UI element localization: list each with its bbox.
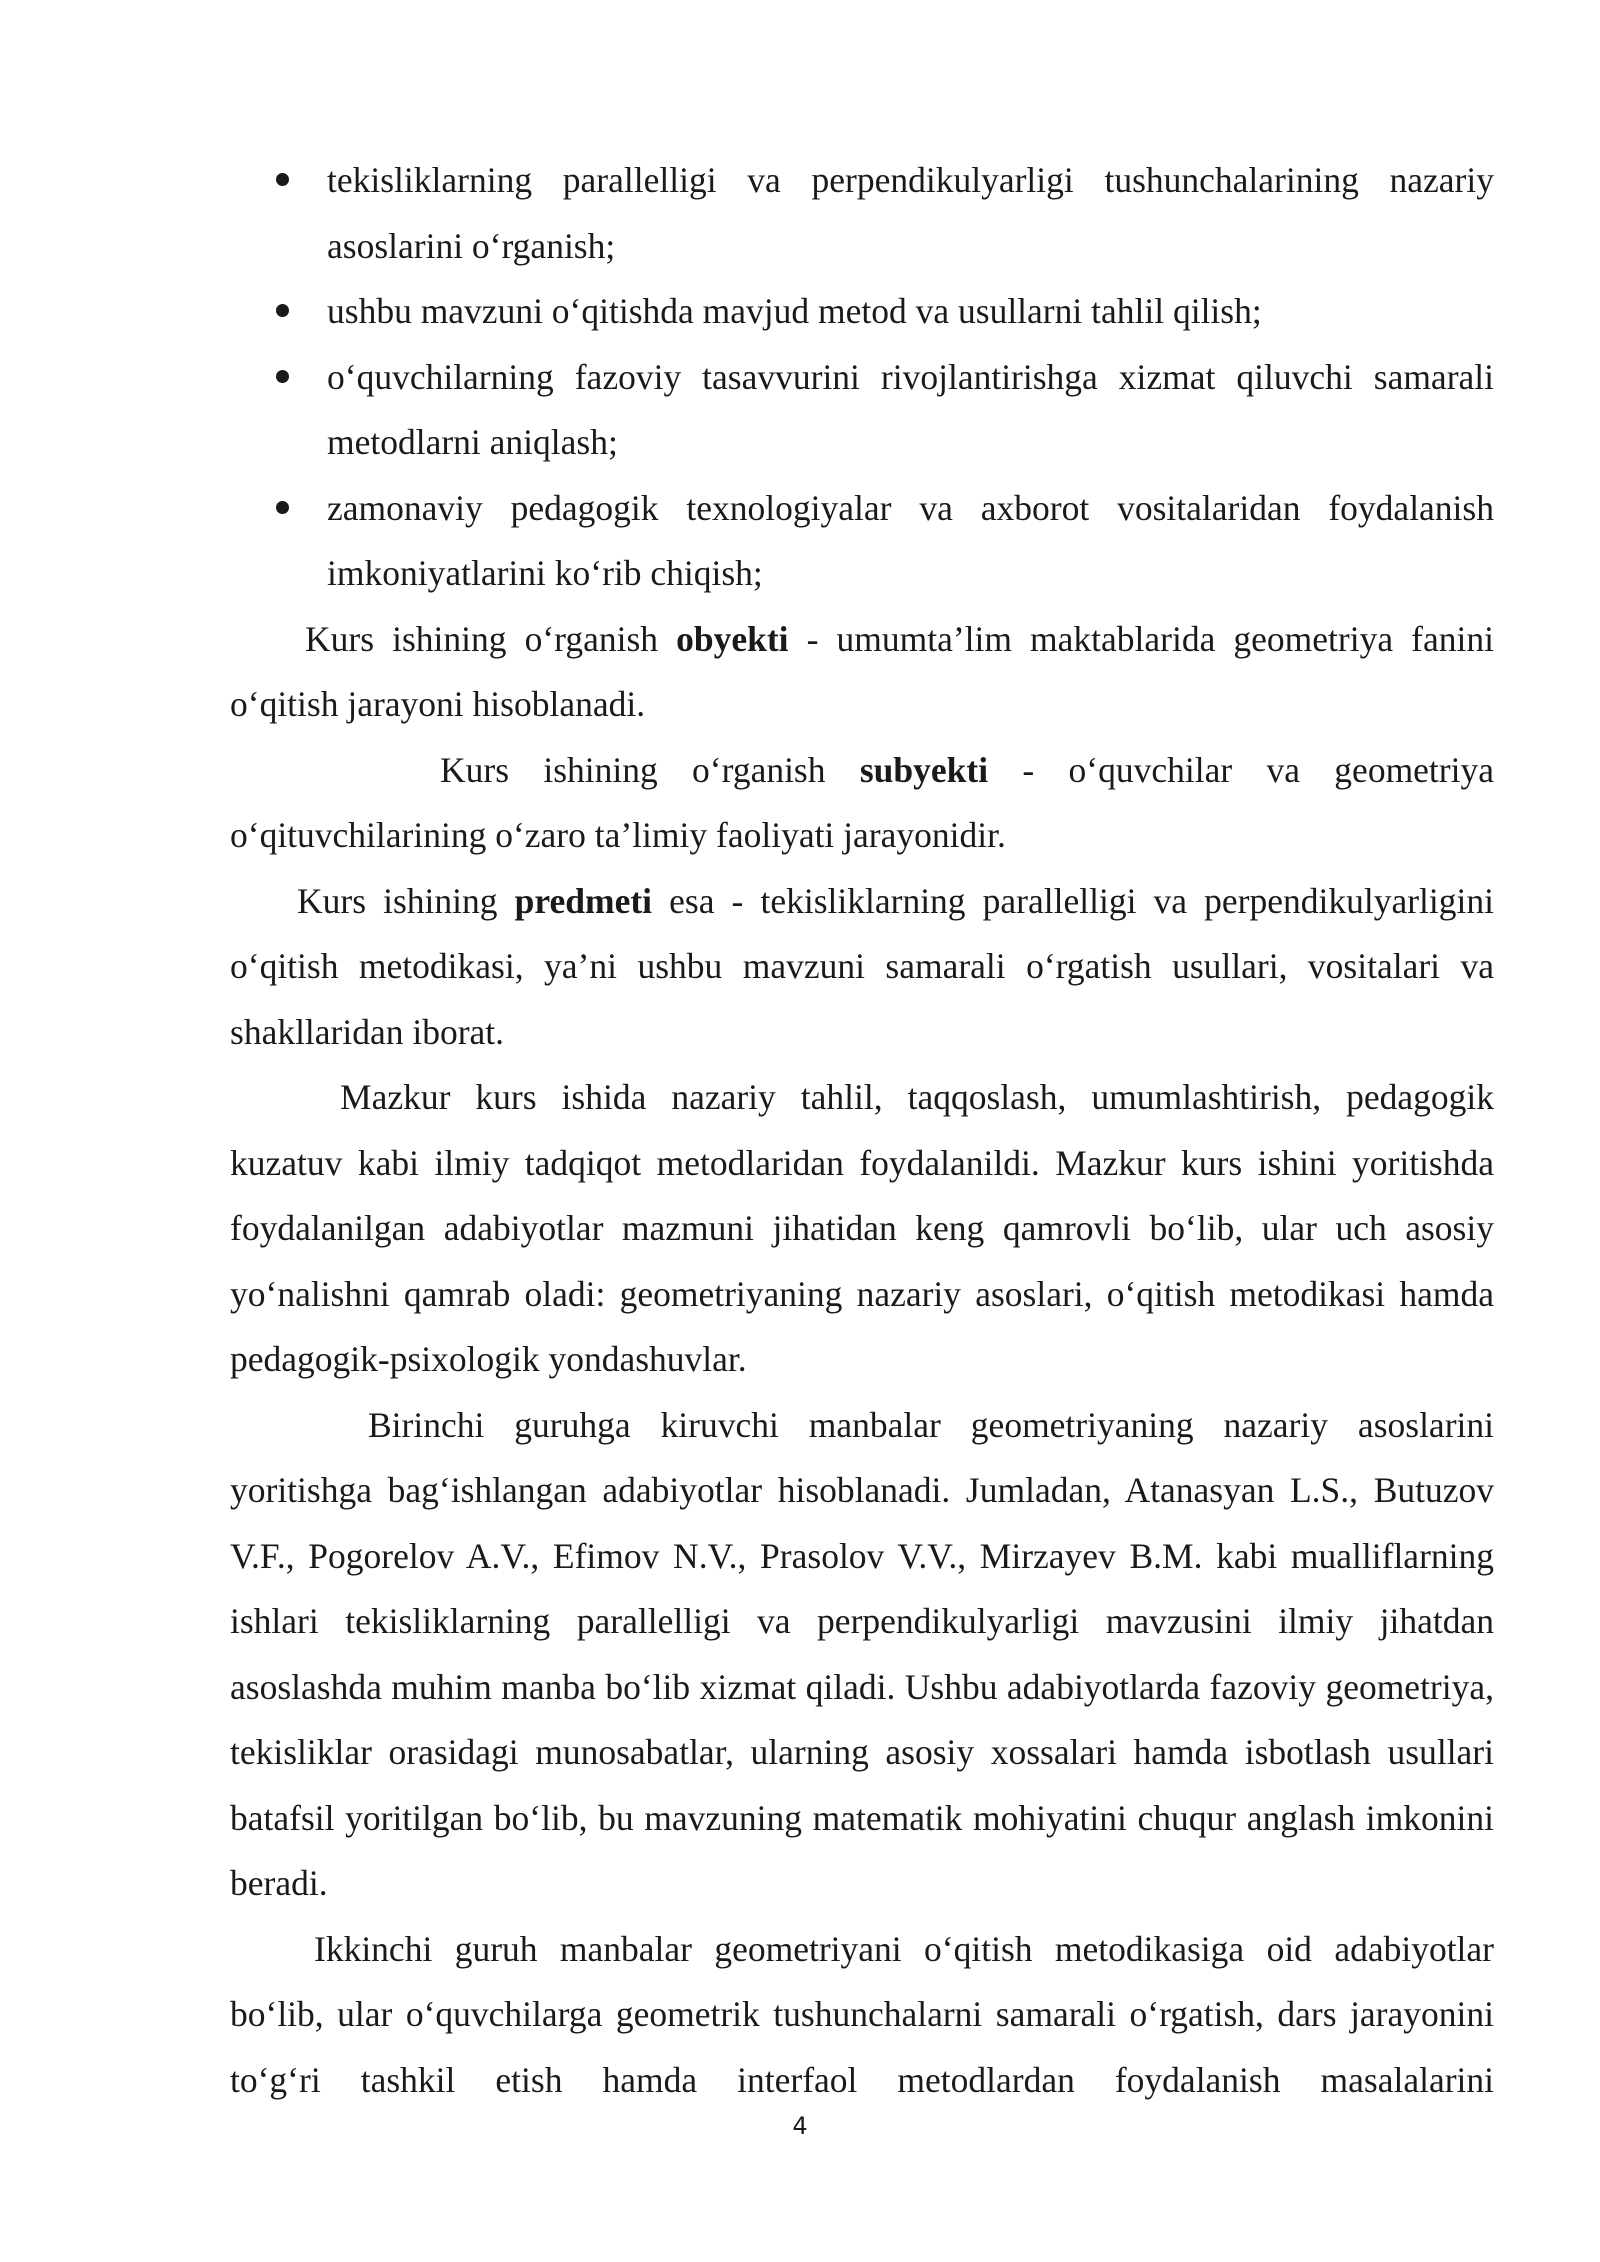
object-text-after: - umumta’lim maktablarida geometriya fanini o‘qitish jarayoni hisoblanadi. bbox=[230, 618, 1494, 724]
list-item-text: ushbu mavzuni o‘qitishda mavjud metod va usullarni tahlil qilish; bbox=[327, 291, 1262, 331]
second-group-paragraph: Ikkinchi guruh manbalar geometriyani o‘qitish metodikasiga oid adabiyotlar bo‘lib, ular o‘quvchilarga geometrik tushunchalarni samarali o‘rgatish, dars jarayonini to‘g‘ri tashkil etish hamda interfaol metodlardan foydalanish masalalarini bbox=[230, 1928, 1494, 2100]
page-number: 4 bbox=[792, 2112, 808, 2140]
list-item-text: zamonaviy pedagogik texnologiyalar va axborot vositalaridan foydalanish imkoniyatlarini ko‘rib chiqish; bbox=[327, 487, 1494, 593]
list-item bbox=[230, 476, 1494, 607]
objectives-list bbox=[230, 148, 1494, 607]
predmet-paragraph bbox=[230, 869, 1494, 1066]
bullet-icon bbox=[276, 370, 289, 383]
object-paragraph bbox=[230, 607, 1494, 738]
bullet-icon bbox=[276, 501, 289, 514]
object-text-before: Kurs ishining o‘rganish bbox=[305, 618, 677, 659]
methods-paragraph: Mazkur kurs ishida nazariy tahlil, taqqoslash, umumlashtirish, pedagogik kuzatuv kabi ilmiy tadqiqot metodlaridan foydalanildi. Mazkur kurs ishini yoritishda foydalanilgan adabiyotlar mazmuni jihatidan keng qamrovli bo‘lib, ular uch asosiy yo‘nalishni qamrab oladi: geometriyaning nazariy asoslari, o‘qitish metodikasi hamda pedagogik-psixologik yondashuvlar. bbox=[230, 1077, 1494, 1379]
subject-keyword: subyekti bbox=[859, 749, 989, 790]
predmet-text-after: esa - tekisliklarning parallelligi va perpendikulyarligini o‘qitish metodikasi, ya’ni ushbu mavzuni samarali o‘rgatish usullari, vositalari va shakllaridan iborat. bbox=[230, 880, 1494, 1052]
predmet-text-before: Kurs ishining bbox=[297, 880, 515, 921]
list-item bbox=[230, 148, 1494, 279]
first-group-paragraph: Birinchi guruhga kiruvchi manbalar geometriyaning nazariy asoslarini yoritishga bag‘ishlangan adabiyotlar hisoblanadi. Jumladan, Atanasyan L.S., Butuzov V.F., Pogorelov A.V., Efimov N.V., Prasolov V.V., Mirzayev B.M. kabi mualliflarning ishlari tekisliklarning parallelligi va perpendikulyarligi mavzusini ilmiy jihatdan asoslashda muhim manba bo‘lib xizmat qiladi. Ushbu adabiyotlarda fazoviy geometriya, tekisliklar orasidagi munosabatlar, ularning asosiy xossalari hamda isbotlash usullari batafsil yoritilgan bo‘lib, bu mavzuning matematik mohiyatini chuqur anglash imkonini beradi. bbox=[230, 1404, 1494, 1903]
bullet-icon bbox=[276, 304, 289, 317]
document-page bbox=[230, 148, 1494, 2113]
list-item-text: o‘quvchilarning fazoviy tasavvurini rivojlantirishga xizmat qiluvchi samarali metodlarni aniqlash; bbox=[327, 356, 1494, 462]
predmet-keyword: predmeti bbox=[514, 880, 653, 921]
subject-text-after: - o‘quvchilar va geometriya o‘qituvchilarining o‘zaro ta’limiy faoliyati jarayonidir. bbox=[230, 749, 1494, 855]
bullet-icon bbox=[276, 173, 289, 186]
list-item bbox=[230, 279, 1494, 345]
list-item bbox=[230, 345, 1494, 476]
subject-text-before: Kurs ishining o‘rganish bbox=[440, 749, 860, 790]
subject-paragraph bbox=[230, 738, 1494, 869]
object-keyword: obyekti bbox=[676, 618, 789, 659]
list-item-text: tekisliklarning parallelligi va perpendikulyarligi tushunchalarining nazariy asoslarini o‘rganish; bbox=[327, 160, 1494, 266]
